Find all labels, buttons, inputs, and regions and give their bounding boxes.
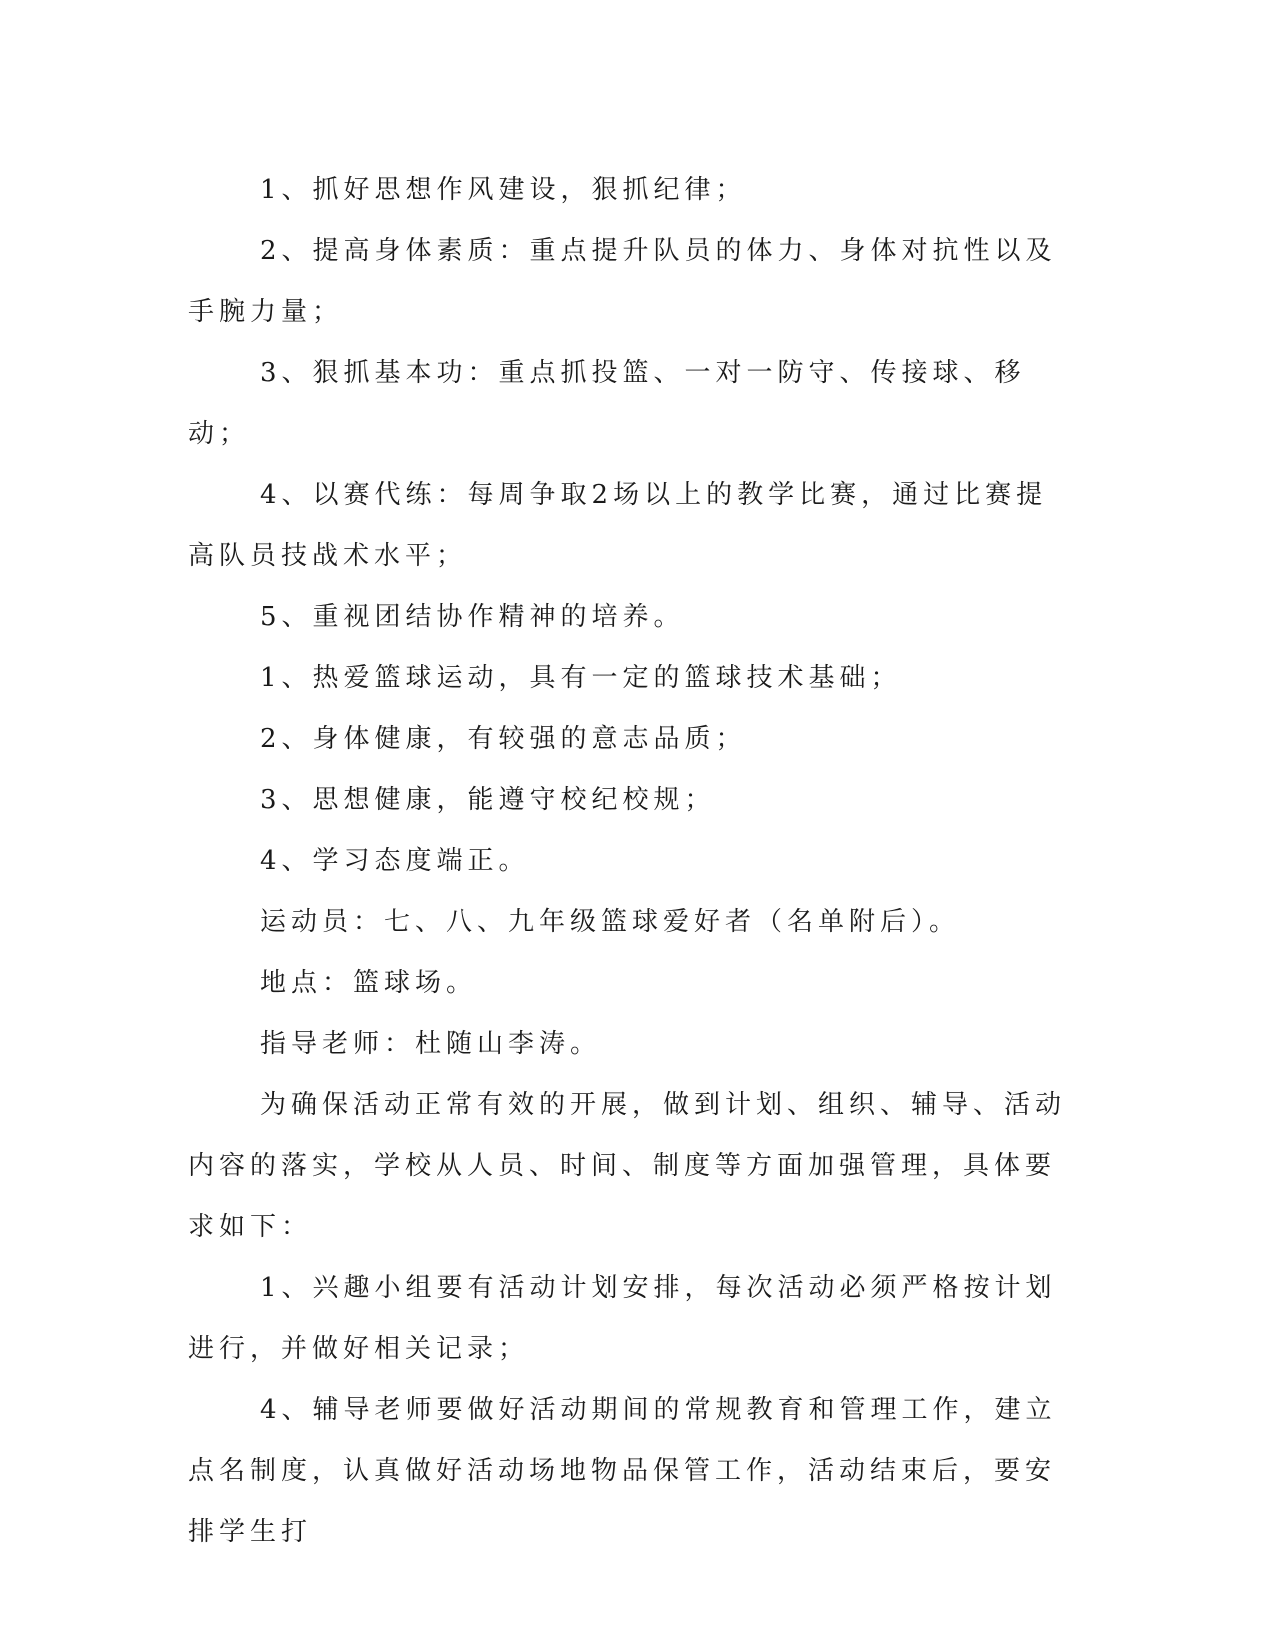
- paragraph-2: 2、提高身体素质：重点提升队员的体力、身体对抗性以及手腕力量；: [188, 236, 1057, 327]
- document-body: [188, 160, 1068, 1563]
- paragraph-13: 为确保活动正常有效的开展，做到计划、组织、辅导、活动内容的落实，学校从人员、时间、制度等方面加强管理，具体要求如下：: [188, 1090, 1067, 1242]
- paragraph-5: 5、重视团结协作精神的培养。: [260, 602, 685, 632]
- paragraph-1: 1、抓好思想作风建设，狠抓纪律；: [260, 175, 747, 205]
- paragraph-4: 4、以赛代练：每周争取2场以上的教学比赛，通过比赛提高队员技战术水平；: [188, 480, 1048, 571]
- paragraph-8: 3、思想健康，能遵守校纪校规；: [260, 785, 716, 815]
- paragraph-9: 4、学习态度端正。: [260, 846, 530, 876]
- paragraph-3: 3、狠抓基本功：重点抓投篮、一对一防守、传接球、移动；: [188, 358, 1026, 449]
- paragraph-6: 1、热爱篮球运动，具有一定的篮球技术基础；: [260, 663, 902, 693]
- paragraph-14: 1、兴趣小组要有活动计划安排，每次活动必须严格按计划进行，并做好相关记录；: [188, 1273, 1057, 1364]
- paragraph-15: 4、辅导老师要做好活动期间的常规教育和管理工作，建立点名制度，认真做好活动场地物品保管工作，活动结束后，要安排学生打: [188, 1395, 1057, 1547]
- paragraph-7: 2、身体健康，有较强的意志品质；: [260, 724, 747, 754]
- paragraph-12: 指导老师：杜随山李涛。: [260, 1029, 602, 1059]
- paragraph-11: 地点：篮球场。: [260, 968, 478, 998]
- paragraph-10: 运动员：七、八、九年级篮球爱好者（名单附后）。: [260, 907, 961, 937]
